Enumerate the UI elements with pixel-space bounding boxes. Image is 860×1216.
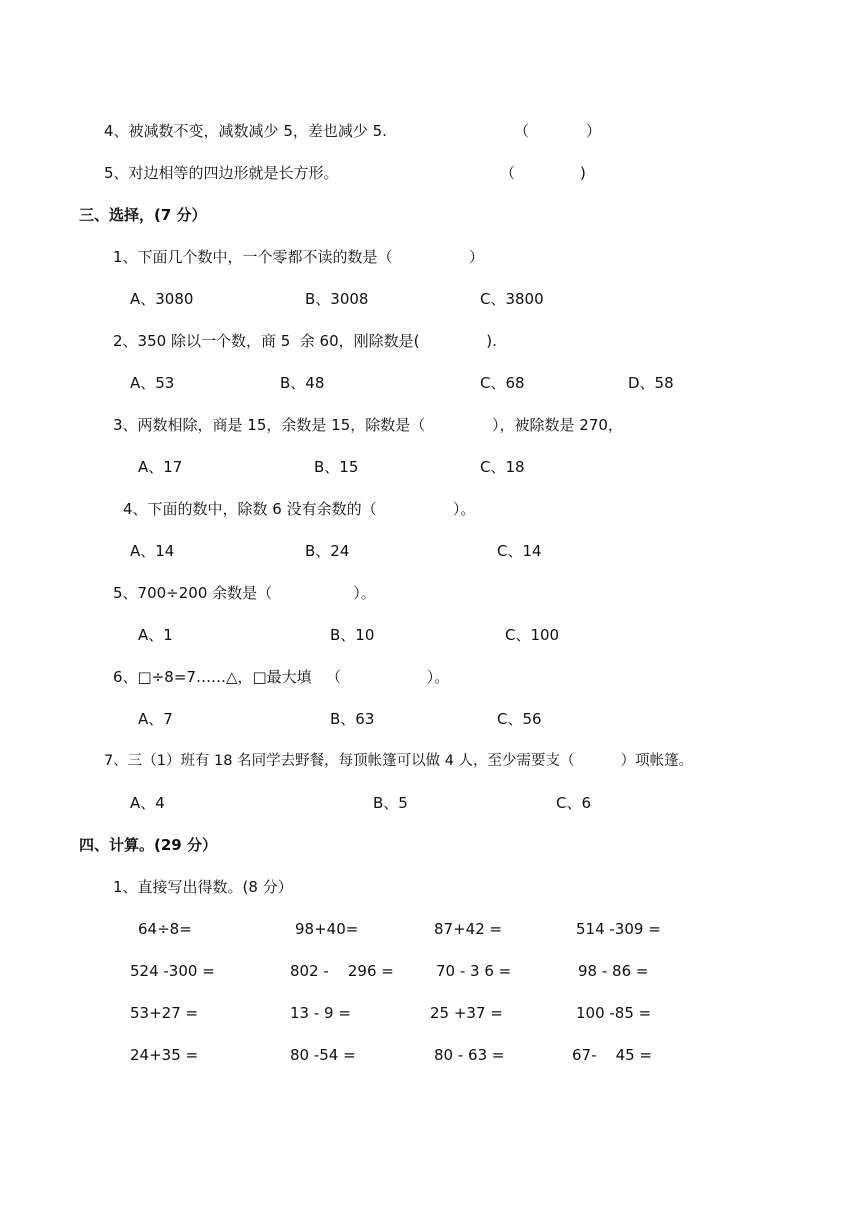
choice-q6-option-b: B、63 xyxy=(330,710,375,728)
calc-item: 98 - 86 = xyxy=(578,962,649,980)
judge-q4-paren-close: ） xyxy=(586,122,602,140)
calc-item: 53+27 = xyxy=(130,1004,199,1022)
choice-q2-option-b: B、48 xyxy=(280,374,325,392)
choice-section-heading: 三、选择，(7 分） xyxy=(79,206,207,224)
choice-q1-option-c: C、3800 xyxy=(480,290,544,308)
choice-q5-option-c: C、100 xyxy=(505,626,560,644)
choice-q2-text: 2、350 除以一个数，商 5 余 60，刚除数是( ). xyxy=(113,332,497,350)
judge-q4-paren-open: （ xyxy=(514,122,530,140)
choice-q3-option-b: B、15 xyxy=(314,458,359,476)
choice-q4-text: 4、下面的数中，除数 6 没有余数的（ ）。 xyxy=(123,500,476,518)
calc-subheading: 1、直接写出得数。(8 分） xyxy=(113,878,293,896)
choice-q2-option-d: D、58 xyxy=(628,374,674,392)
choice-q5-option-a: A、1 xyxy=(138,626,173,644)
calc-item: 70 - 3 6 = xyxy=(436,962,512,980)
choice-q5-text: 5、700÷200 余数是（ ）。 xyxy=(113,584,376,602)
judge-q5-paren-open: （ xyxy=(500,164,516,182)
choice-q7-option-b: B、5 xyxy=(373,794,408,812)
choice-q2-option-a: A、53 xyxy=(130,374,175,392)
calc-item: 100 -85 = xyxy=(576,1004,652,1022)
choice-q7-option-a: A、4 xyxy=(130,794,165,812)
calc-item: 524 -300 = xyxy=(130,962,215,980)
judge-q5-text: 5、对边相等的四边形就是长方形。 xyxy=(104,164,339,182)
calc-item: 67- 45 = xyxy=(572,1046,652,1064)
choice-q7-text: 7、三（1）班有 18 名同学去野餐，每顶帐篷可以做 4 人，至少需要支（ ）项帐篷。 xyxy=(104,753,694,769)
calc-item: 514 -309 = xyxy=(576,920,661,938)
choice-q6-text: 6、□÷8=7……△，□最大填 （ ）。 xyxy=(113,668,450,686)
calc-item: 87+42 = xyxy=(434,920,503,938)
choice-q1-option-a: A、3080 xyxy=(130,290,194,308)
calc-item: 13 - 9 = xyxy=(290,1004,351,1022)
choice-q3-option-a: A、17 xyxy=(138,458,183,476)
calc-item: 64÷8= xyxy=(138,920,192,938)
choice-q1-text: 1、下面几个数中，一个零都不读的数是（ ） xyxy=(113,248,484,266)
choice-q3-option-c: C、18 xyxy=(480,458,525,476)
calc-item: 802 - 296 = xyxy=(290,962,394,980)
choice-q4-option-c: C、14 xyxy=(497,542,542,560)
calc-section-heading: 四、计算。(29 分） xyxy=(79,836,217,854)
judge-q5-paren-close: ) xyxy=(580,164,586,182)
choice-q3-text: 3、两数相除，商是 15，余数是 15，除数是（ ），被除数是 270， xyxy=(113,416,623,434)
calc-item: 98+40= xyxy=(295,920,359,938)
choice-q1-option-b: B、3008 xyxy=(305,290,369,308)
choice-q4-option-a: A、14 xyxy=(130,542,175,560)
choice-q6-option-a: A、7 xyxy=(138,710,173,728)
calc-item: 80 -54 = xyxy=(290,1046,356,1064)
calc-item: 24+35 = xyxy=(130,1046,199,1064)
calc-item: 80 - 63 = xyxy=(434,1046,505,1064)
choice-q6-option-c: C、56 xyxy=(497,710,542,728)
choice-q7-option-c: C、6 xyxy=(556,794,592,812)
choice-q5-option-b: B、10 xyxy=(330,626,375,644)
choice-q2-option-c: C、68 xyxy=(480,374,525,392)
calc-item: 25 +37 = xyxy=(430,1004,503,1022)
choice-q4-option-b: B、24 xyxy=(305,542,350,560)
judge-q4-text: 4、被减数不变，减数减少 5，差也减少 5. xyxy=(104,122,387,140)
